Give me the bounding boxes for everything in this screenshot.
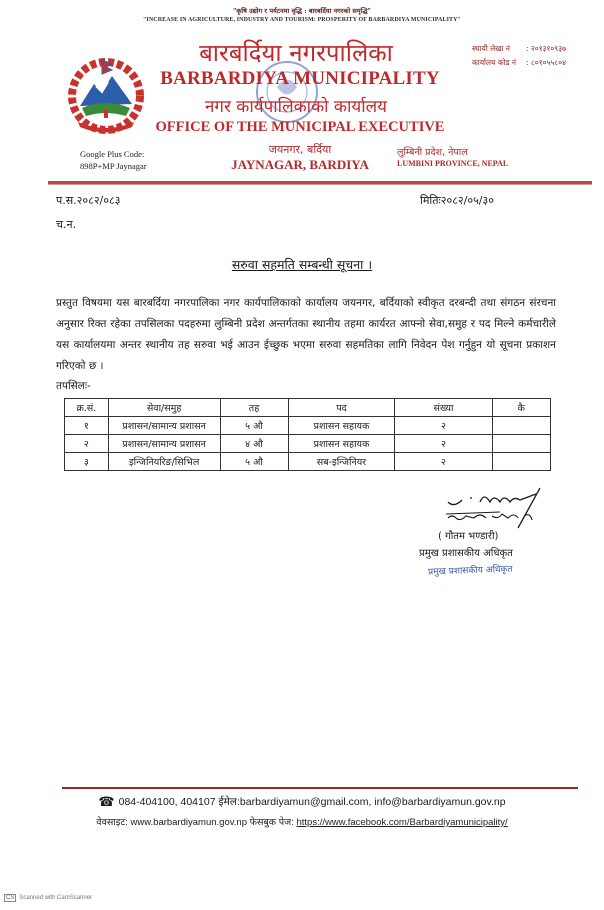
address-english: JAYNAGAR, BARDIYA bbox=[231, 157, 369, 172]
table-cell: इन्जिनियरिङ/सिभिल bbox=[108, 453, 220, 471]
column-header: तह bbox=[220, 399, 288, 417]
column-header: संख्या bbox=[395, 399, 492, 417]
reference-number: प.स.२०८२/०८३ bbox=[56, 194, 121, 207]
registration-value: : २०१३१०९३७ bbox=[526, 44, 567, 53]
column-header: सेवा/समुह bbox=[108, 399, 220, 417]
website-link[interactable]: www.barbardiyamun.gov.np bbox=[130, 817, 247, 828]
address-nepali: जयनगर, बर्दिया bbox=[268, 143, 332, 156]
table-cell bbox=[492, 417, 550, 435]
contact-text: 084-404100, 404107 ईमेल:barbardiyamun@gmail.com, info@barbardiyamun.gov.np bbox=[118, 796, 506, 808]
office-title-english: OFFICE OF THE MUNICIPAL EXECUTIVE bbox=[155, 119, 445, 135]
plus-code-value: 898P+MP Jaynagar bbox=[80, 161, 147, 171]
notice-body: प्रस्तुत विषयमा यस बारबर्दिया नगरपालिका नगर कार्यपालिकाको कार्यालय जयनगर, बर्दियाको स्वीकृत दरबन्दी तथा संगठन संरचना अनुसार रिक्त रहेका तपसिलका पदहरुमा लुम्बिनी प्रदेश अन्तर्गतका स्थानीय तहमा कार्यरत आफ्नो सेवा,समुह र पद मिल्ने कर्मचारीले यस कार्यालयमा अन्तर स्थानीय तह सरुवा भई आउन ईच्छुक भएमा सरुवा सहमतिका लागि निवेदन पेश गर्नुहुन यो सूचना प्रकाशन गरिएको छ । bbox=[56, 297, 556, 372]
registration-value: : ८०१०५५८०४ bbox=[526, 58, 567, 67]
province-english: LUMBINI PROVINCE, NEPAL bbox=[397, 159, 509, 168]
office-title-nepali: नगर कार्यपालिकाको कार्यालय bbox=[204, 97, 388, 117]
table-cell: प्रशासन/सामान्य प्रशासन bbox=[108, 435, 220, 453]
subject-text: सरुवा सहमति सम्बन्धी सूचना । bbox=[231, 257, 373, 272]
table-cell: १ bbox=[65, 417, 109, 435]
designation-stamp: प्रमुख प्रशासकीय अधिकृत bbox=[427, 564, 513, 578]
table-cell: २ bbox=[395, 435, 492, 453]
table-cell: २ bbox=[395, 417, 492, 435]
facebook-label: फेसबुक पेज: bbox=[249, 817, 294, 828]
slogan-nepali: "कृषि उद्योग र पर्यटनमा वृद्धि : बारबर्दिया नगरको समृद्धि" bbox=[233, 7, 371, 15]
plus-code-label: Google Plus Code: bbox=[80, 149, 145, 159]
registration-label: कार्यालय कोड नं bbox=[472, 58, 517, 67]
table-cell: सब-इन्जिनियर bbox=[288, 453, 395, 471]
scanner-watermark bbox=[4, 894, 92, 902]
table-header-row bbox=[65, 399, 551, 417]
registration-label: स्थायी लेखा नं bbox=[472, 44, 510, 53]
table-row bbox=[65, 435, 551, 453]
scanner-text: Scanned with CamScanner bbox=[19, 895, 93, 901]
handwritten-signature bbox=[440, 484, 560, 534]
letter-date: मितिः२०८२/०५/३० bbox=[420, 194, 494, 207]
telephone-icon: ☎ bbox=[98, 794, 115, 809]
table-cell: प्रशासन सहायक bbox=[288, 435, 395, 453]
details-label: तपसिलः- bbox=[56, 380, 91, 392]
table-cell: ३ bbox=[65, 453, 109, 471]
registration-info bbox=[472, 42, 566, 70]
table-row bbox=[65, 453, 551, 471]
table-cell: २ bbox=[395, 453, 492, 471]
footer-contact bbox=[0, 794, 604, 810]
table-row bbox=[65, 417, 551, 435]
camscanner-icon: CS bbox=[6, 895, 15, 901]
municipality-title-english: BARBARDIYA MUNICIPALITY bbox=[160, 68, 440, 89]
table-cell: प्रशासन/सामान्य प्रशासन bbox=[108, 417, 220, 435]
table-cell bbox=[492, 435, 550, 453]
office-code bbox=[472, 56, 566, 70]
permanent-account-number bbox=[472, 42, 566, 56]
table-cell: प्रशासन सहायक bbox=[288, 417, 395, 435]
facebook-link[interactable]: https://www.facebook.com/Barbardiyamunicipality/ bbox=[296, 817, 508, 828]
signer-designation: प्रमुख प्रशासकीय अधिकृत bbox=[419, 548, 513, 559]
website-label: वेवसाइट: bbox=[96, 817, 128, 828]
google-plus-code bbox=[80, 148, 147, 172]
municipality-title-nepali: बारबर्दिया नगरपालिका bbox=[199, 39, 393, 67]
vacancy-table bbox=[64, 398, 551, 471]
table-cell: २ bbox=[65, 435, 109, 453]
signer-name: ( गौतम भण्डारी) bbox=[438, 531, 499, 542]
footer-web bbox=[0, 815, 604, 828]
notice-subject bbox=[0, 256, 604, 273]
slogan-english: "INCREASE IN AGRICULTURE, INDUSTRY AND TOURISM: PROSPERITY OF BARBARDIYA MUNICIPALITY" bbox=[143, 17, 461, 23]
dispatch-number: च.न. bbox=[56, 218, 77, 231]
column-header: पद bbox=[288, 399, 395, 417]
table-cell: ५ औ bbox=[220, 417, 288, 435]
table-cell bbox=[492, 453, 550, 471]
province-nepali: लुम्बिनी प्रदेश, नेपाल bbox=[397, 147, 468, 158]
table-cell: ५ औ bbox=[220, 453, 288, 471]
column-header: क्र.सं. bbox=[65, 399, 109, 417]
table-cell: ४ औ bbox=[220, 435, 288, 453]
header-divider bbox=[48, 181, 592, 185]
footer-divider bbox=[62, 787, 578, 789]
column-header: कै bbox=[492, 399, 550, 417]
